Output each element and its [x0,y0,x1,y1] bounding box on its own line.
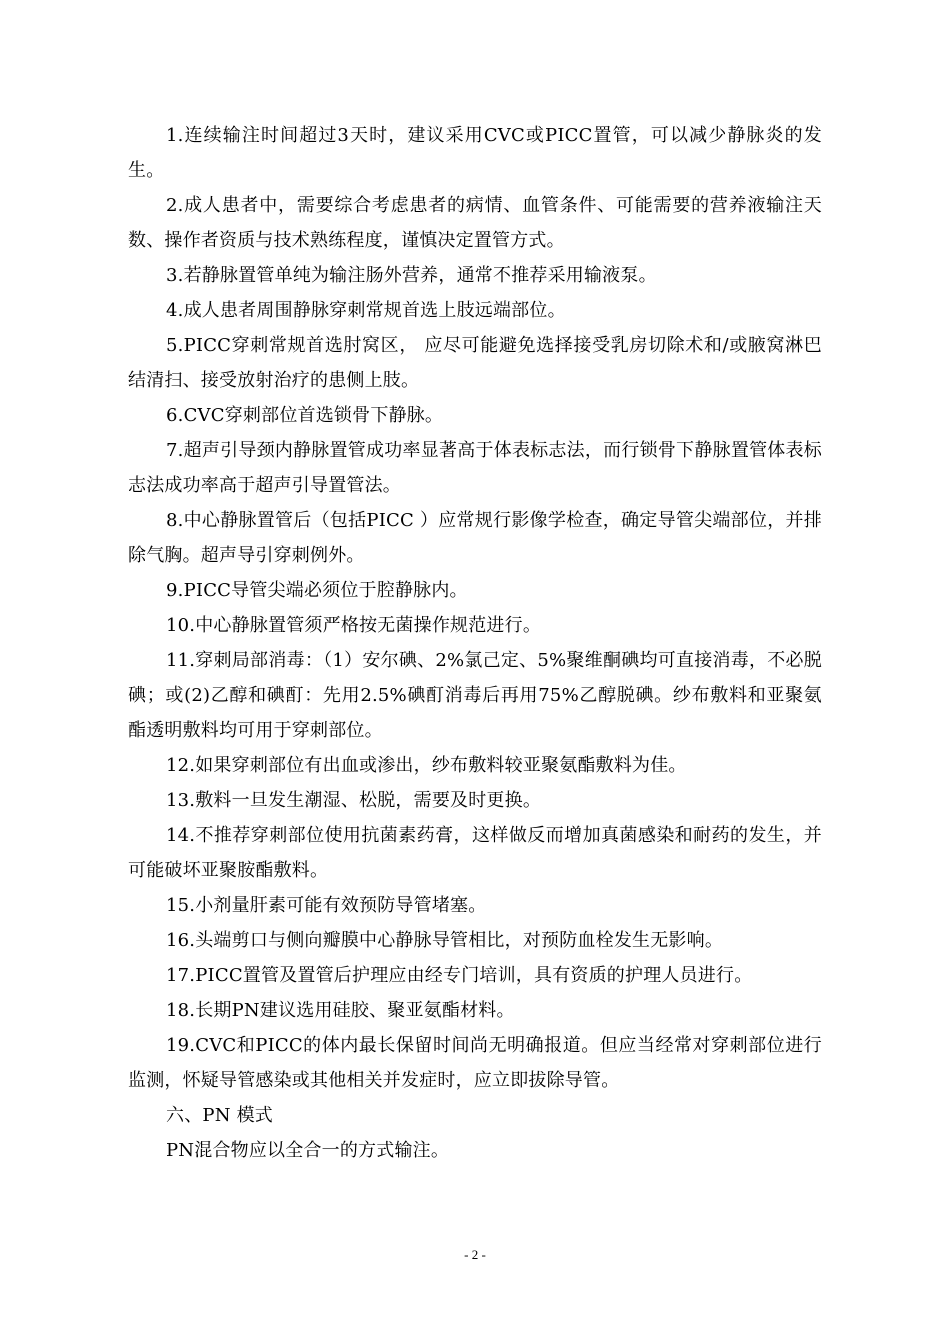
paragraph-item-11: 11.穿刺局部消毒：（1）安尔碘、2%氯己定、5%聚维酮碘均可直接消毒，不必脱碘；或(2)乙醇和碘酊：先用2.5%碘酊消毒后再用75%乙醇脱碘。纱布敷料和亚聚氨酯透明敷料均可用于穿刺部位。 [128,650,822,741]
paragraph-item-9: 9.PICC导管尖端必须位于腔静脉内。 [166,580,468,601]
paragraph-item-18: 18.长期PN建议选用硅胶、聚亚氨酯材料。 [166,1000,515,1021]
paragraph-item-12: 12.如果穿刺部位有出血或渗出，纱布敷料较亚聚氨酯敷料为佳。 [166,755,687,776]
paragraph-item-4: 4.成人患者周围静脉穿刺常规首选上肢远端部位。 [166,300,566,321]
paragraph-item-1: 1.连续输注时间超过3天时，建议采用CVC或PICC置管，可以减少静脉炎的发生。 [128,125,822,181]
paragraph-item-6: 6.CVC穿刺部位首选锁骨下静脉。 [166,405,444,426]
paragraph-item-5: 5.PICC穿刺常规首选肘窝区， 应尽可能避免选择接受乳房切除术和/或腋窝淋巴结清扫、接受放射治疗的患侧上肢。 [128,335,822,391]
paragraph-item-2: 2.成人患者中，需要综合考虑患者的病情、血管条件、可能需要的营养液输注天数、操作者资质与技术熟练程度，谨慎决定置管方式。 [128,195,822,251]
paragraph-item-8: 8.中心静脉置管后（包括PICC ）应常规行影像学检查，确定导管尖端部位，并排除气胸。超声导引穿刺例外。 [128,510,822,566]
paragraph-item-13: 13.敷料一旦发生潮湿、松脱，需要及时更换。 [166,790,542,811]
page-number: - 2 - [464,1247,486,1262]
paragraph-item-15: 15.小剂量肝素可能有效预防导管堵塞。 [166,895,487,916]
paragraph-item-17: 17.PICC置管及置管后护理应由经专门培训，具有资质的护理人员进行。 [166,965,753,986]
paragraph-item-14: 14.不推荐穿刺部位使用抗菌素药膏，这样做反而增加真菌感染和耐药的发生，并可能破坏亚聚胺酯敷料。 [128,825,822,881]
paragraph-item-19: 19.CVC和PICC的体内最长保留时间尚无明确报道。但应当经常对穿刺部位进行监测，怀疑导管感染或其他相关并发症时，应立即拔除导管。 [128,1035,822,1091]
document-body [128,118,822,1168]
section-heading: 六、PN 模式 [166,1105,273,1126]
paragraph-item-7: 7.超声引导颈内静脉置管成功率显著高于体表标志法，而行锁骨下静脉置管体表标志法成功率高于超声引导置管法。 [128,440,822,496]
paragraph-item-16: 16.头端剪口与侧向瓣膜中心静脉导管相比，对预防血栓发生无影响。 [166,930,724,951]
paragraph-item-10: 10.中心静脉置管须严格按无菌操作规范进行。 [166,615,542,636]
section-body-text: PN混合物应以全合一的方式输注。 [166,1140,450,1161]
paragraph-item-3: 3.若静脉置管单纯为输注肠外营养，通常不推荐采用输液泵。 [166,265,657,286]
